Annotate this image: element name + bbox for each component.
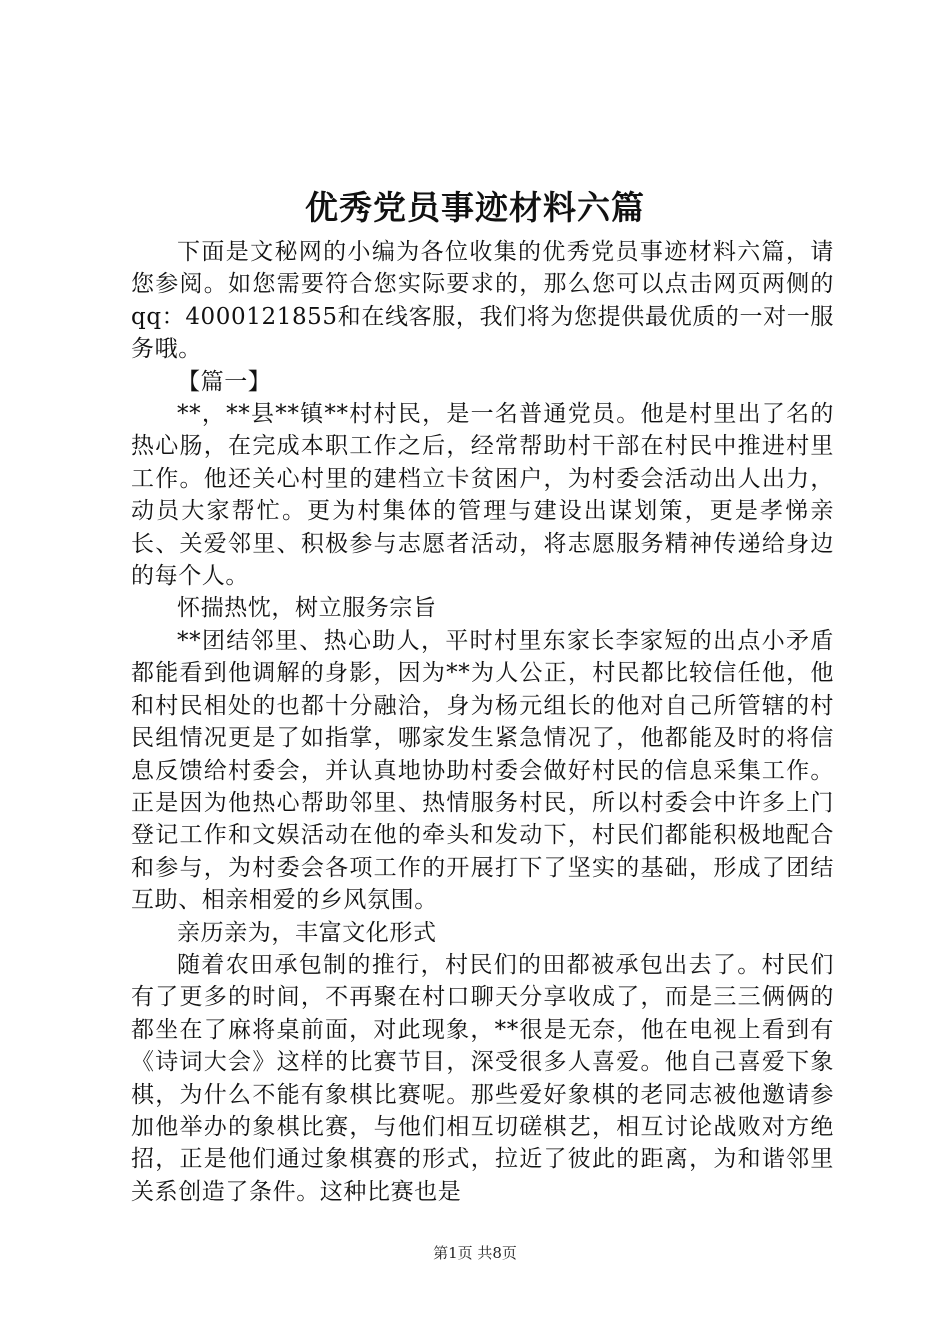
body-paragraph: **团结邻里、热心助人，平时村里东家长李家短的出点小矛盾都能看到他调解的身影，因为**为人公正，村民都比较信任他，他和村民相处的也都十分融洽，身为杨元组长的他对自己所管辖的村民组情况更是了如指掌，哪家发生紧急情况了，他都能及时的将信息反馈给村委会，并认真地协助村委会做好村民的信息采集工作。正是因为他热心帮助邻里、热情服务村民，所以村委会中许多上门登记工作和文娱活动在他的牵头和发动下，村民们都能积极地配合和参与，为村委会各项工作的开展打下了坚实的基础，形成了团结互助、相亲相爱的乡风氛围。 [131,627,834,914]
body-paragraph: **，**县**镇**村村民，是一名普通党员。他是村里出了名的热心肠，在完成本职工作之后，经常帮助村干部在村民中推进村里工作。他还关心村里的建档立卡贫困户，为村委会活动出人出力，动员大家帮忙。更为村集体的管理与建设出谋划策，更是孝悌亲长、关爱邻里、积极参与志愿者活动，将志愿服务精神传递给身边的每个人。 [131,401,834,590]
body-paragraph: 随着农田承包制的推行，村民们的田都被承包出去了。村民们有了更多的时间，不再聚在村口聊天分享收成了，而是三三俩俩的都坐在了麻将桌前面，对此现象，**很是无奈，他在电视上看到有《诗词大会》这样的比赛节目，深受很多人喜爱。他自己喜爱下象棋，为什么不能有象棋比赛呢。那些爱好象棋的老同志被他邀请参加他举办的象棋比赛，与他们相互切磋棋艺，相互讨论战败对方绝招，正是他们通过象棋赛的形式，拉近了彼此的距离，为和谐邻里关系创造了条件。这种比赛也是 [131,951,834,1205]
intro-paragraph: 下面是文秘网的小编为各位收集的优秀党员事迹材料六篇，请您参阅。如您需要符合您实际要求的，那么您可以点击网页两侧的qq：4000121855和在线客服，我们将为您提供最优质的一对一服务哦。 [131,239,834,363]
subheading: 怀揣热忱，树立服务宗旨 [177,595,437,622]
page-footer: 第1页 共8页 [433,1244,517,1262]
section-heading: 【篇一】 [177,368,272,395]
document-title: 优秀党员事迹材料六篇 [305,188,645,227]
document-body [131,236,834,1208]
subheading: 亲历亲为，丰富文化形式 [177,919,437,946]
